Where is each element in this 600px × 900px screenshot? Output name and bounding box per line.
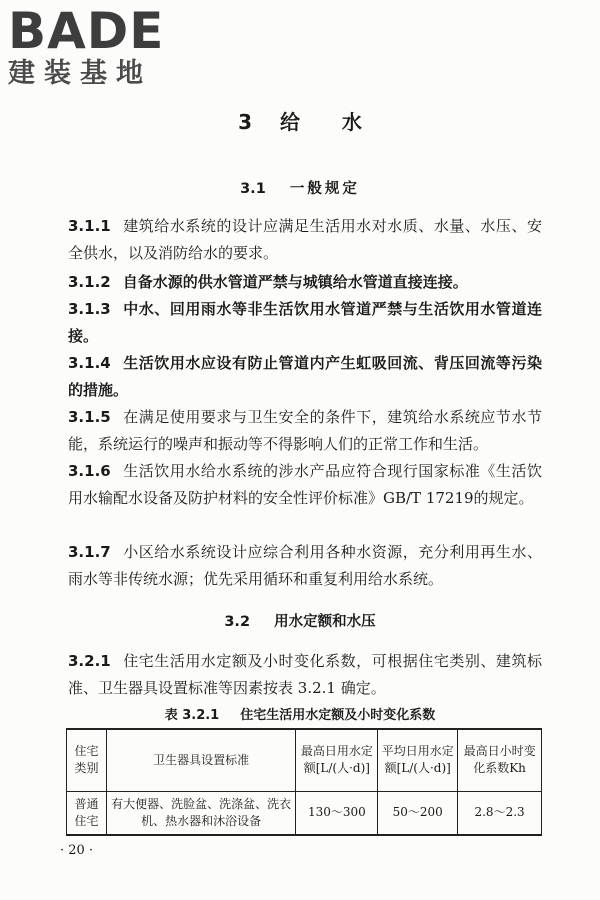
- clause-number: 3.1.3: [68, 300, 111, 318]
- clause-text: 自备水源的供水管道严禁与城镇给水管道直接连接。: [122, 273, 468, 291]
- page-number: · 20 ·: [60, 843, 94, 858]
- table-row: [67, 791, 542, 835]
- clause-text: 中水、回用雨水等非生活饮用水管道严禁与生活饮用水管道连接。: [68, 300, 542, 345]
- logo-text-cn: 建装基地: [8, 58, 152, 89]
- clause-number: 3.1.5: [68, 408, 111, 426]
- clause-number: 3.1.7: [68, 543, 111, 561]
- clause-3-1-7: [68, 539, 542, 593]
- water-quota-table: [66, 728, 542, 836]
- clause-3-1-5: [68, 404, 542, 458]
- section-number: 3.1: [240, 181, 266, 197]
- cell-fixture: 有大便器、洗脸盆、洗涤盆、洗衣机、热水器和沐浴设备: [106, 791, 296, 835]
- chapter-title-part-b: 水: [341, 110, 362, 134]
- section-title-text: 用水定额和水压: [274, 614, 376, 630]
- clause-number: 3.1.6: [68, 462, 111, 480]
- cell-coefficient: 2.8～2.3: [458, 791, 542, 835]
- section-title-text: 一般规定: [289, 181, 360, 197]
- cell-type: 普通住宅: [67, 791, 107, 835]
- header-coefficient: 最高日小时变化系数Kh: [458, 729, 542, 791]
- clause-3-1-6: [68, 458, 542, 512]
- clause-text: 建筑给水系统的设计应满足生活用水对水质、水量、水压、安全供水，以及消防给水的要求。: [68, 217, 542, 262]
- clause-number: 3.1.1: [68, 217, 111, 235]
- logo: [8, 4, 164, 90]
- clause-3-1-2: [68, 269, 542, 296]
- table-caption-text: 住宅生活用水定额及小时变化系数: [240, 708, 436, 723]
- cell-max-quota: 130～300: [296, 791, 378, 835]
- table-caption: [0, 704, 600, 723]
- clause-3-1-3: [68, 296, 542, 350]
- clause-text: 生活饮用水给水系统的涉水产品应符合现行国家标准《生活饮用水输配水设备及防护材料的安全性评价标准》GB/T 17219的规定。: [68, 462, 542, 507]
- section-number: 3.2: [224, 614, 251, 630]
- section-title-3-2: [0, 610, 600, 631]
- clause-text: 住宅生活用水定额及小时变化系数，可根据住宅类别、建筑标准、卫生器具设置标准等因素按表 3.2.1 确定。: [68, 652, 542, 697]
- header-type: 住宅类别: [67, 729, 107, 791]
- table-header-row: [67, 729, 542, 791]
- header-max-quota: 最高日用水定额[L/(人·d)]: [296, 729, 378, 791]
- clause-3-2-1: [68, 648, 542, 702]
- logo-text-en: BADE: [8, 2, 165, 60]
- clause-text: 小区给水系统设计应综合利用各种水资源，充分利用再生水、雨水等非传统水源；优先采用循环和重复利用给水系统。: [68, 543, 542, 588]
- clause-3-1-1: [68, 213, 542, 267]
- header-avg-quota: 平均日用水定额[L/(人·d)]: [378, 729, 458, 791]
- chapter-number: 3: [238, 110, 253, 134]
- clause-text: 在满足使用要求与卫生安全的条件下，建筑给水系统应节水节能，系统运行的噪声和振动等不得影响人们的正常工作和生活。: [68, 408, 542, 453]
- header-fixture: 卫生器具设置标准: [106, 729, 296, 791]
- chapter-title: [0, 106, 600, 135]
- clause-number: 3.2.1: [68, 652, 111, 670]
- cell-avg-quota: 50～200: [378, 791, 458, 835]
- clause-text: 生活饮用水应设有防止管道内产生虹吸回流、背压回流等污染的措施。: [68, 354, 542, 399]
- clause-number: 3.1.4: [68, 354, 111, 372]
- chapter-title-part-a: 给: [279, 110, 300, 134]
- section-title-3-1: [0, 177, 600, 198]
- table-caption-number: 表 3.2.1: [164, 708, 220, 723]
- clause-3-1-4: [68, 350, 542, 404]
- clause-number: 3.1.2: [68, 273, 111, 291]
